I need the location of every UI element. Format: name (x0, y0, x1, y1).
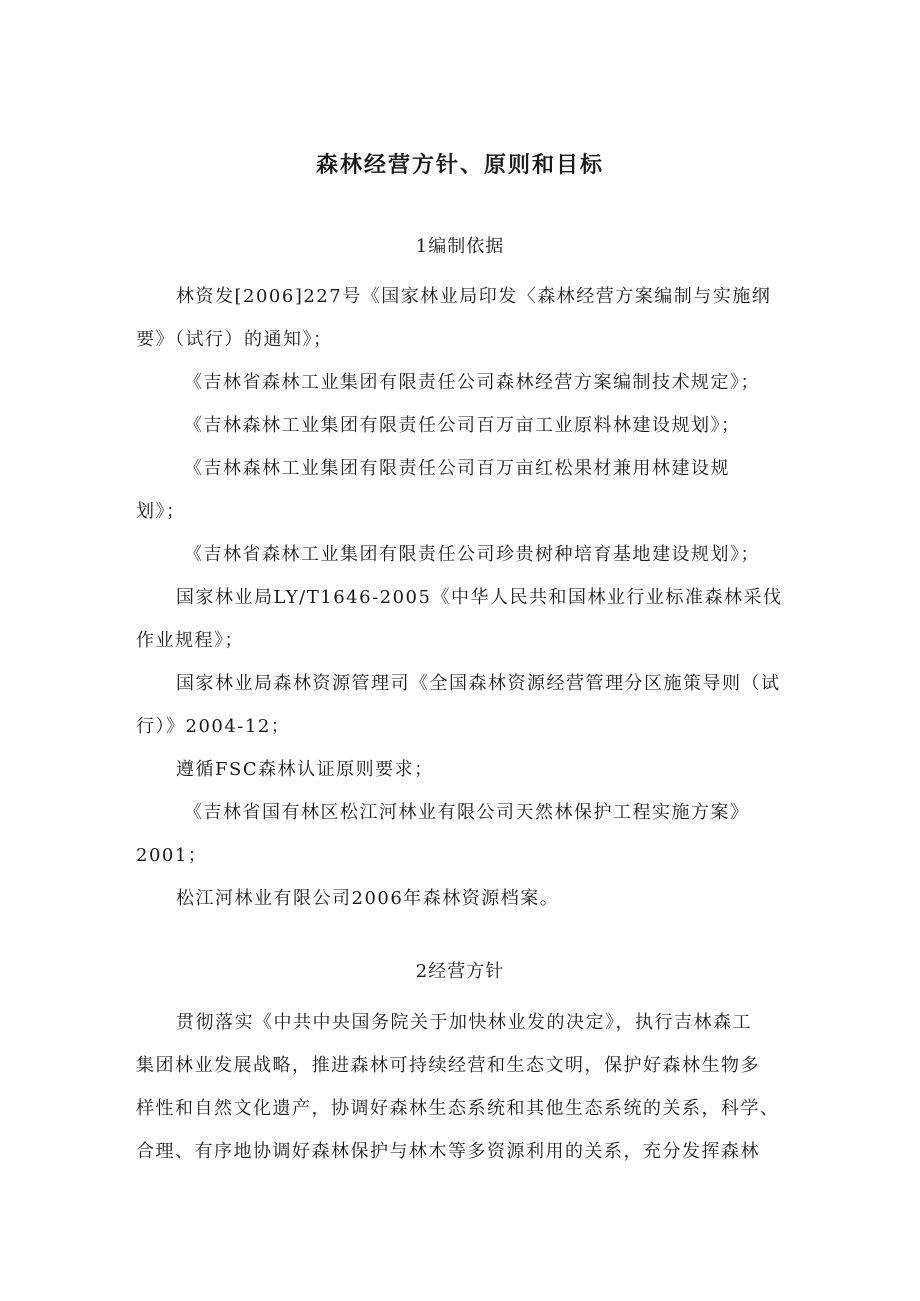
basis-line: 松江河林业有限公司2006年森林资源档案。 (176, 888, 560, 909)
section-heading-basis: 1编制依据 (415, 236, 505, 257)
basis-line: 要》（试行）的通知》； (136, 329, 333, 350)
basis-line: 行）》2004-12； (136, 716, 291, 737)
basis-line: 《吉林森林工业集团有限责任公司百万亩工业原料林建设规划》； (184, 415, 741, 436)
document-title: 森林经营方针、原则和目标 (315, 153, 604, 178)
basis-line: 林资发[2006]227号《国家林业局印发〈森林经营方案编制与实施纲 (176, 286, 772, 307)
section-heading-policy: 2经营方针 (415, 961, 505, 982)
policy-line: 合理、有序地协调好森林保护与林木等多资源利用的关系，充分发挥森林 (136, 1141, 760, 1162)
policy-line: 样性和自然文化遗产，协调好森林生态系统和其他生态系统的关系，科学、 (136, 1098, 780, 1119)
basis-line: 划》； (136, 501, 186, 522)
basis-line: 《吉林省国有林区松江河林业有限公司天然林保护工程实施方案》 (184, 802, 750, 823)
basis-line: 《吉林省森林工业集团有限责任公司森林经营方案编制技术规定》； (184, 372, 760, 393)
policy-line: 集团林业发展战略，推进森林可持续经营和生态文明，保护好森林生物多 (136, 1055, 760, 1076)
basis-line: 作业规程》； (136, 630, 244, 651)
basis-line: 国家林业局LY/T1646-2005《中华人民共和国林业行业标准森林采伐 (176, 587, 783, 608)
basis-line: 遵循FSC森林认证原则要求； (176, 759, 434, 780)
policy-line: 贯彻落实《中共中央国务院关于加快林业发的决定》，执行吉林森工 (176, 1012, 752, 1033)
basis-line: 《吉林省森林工业集团有限责任公司珍贵树种培育基地建设规划》； (184, 544, 760, 565)
basis-line: 2001； (136, 845, 208, 866)
basis-line: 国家林业局森林资源管理司《全国森林资源经营管理分区施策导则（试 (176, 673, 781, 694)
basis-line: 《吉林森林工业集团有限责任公司百万亩红松果材兼用林建设规 (184, 458, 730, 479)
